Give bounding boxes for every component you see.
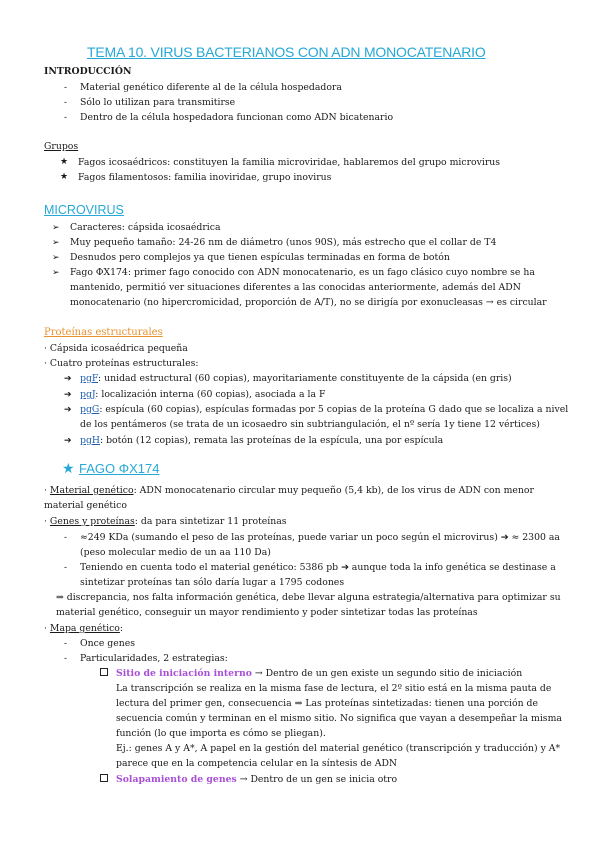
proteinas-heading: Proteínas estructurales bbox=[44, 327, 163, 338]
genes-item: Teniendo en cuenta todo el material genético: 5386 pb ➔ aunque toda la info genética se destinase a bbox=[80, 562, 556, 573]
intro-item: Sólo lo utilizan para transmitirse bbox=[80, 97, 236, 108]
conclusion-line: material genético, conseguir un mayor rendimiento y poder sintetizar todas las proteínas bbox=[56, 607, 478, 618]
material-text: : ADN monocatenario circular muy pequeño (5,4 kb), de los virus de ADN con menor bbox=[133, 485, 534, 496]
protein-item-g bbox=[80, 404, 568, 416]
mapa-item: Particularidades, 2 estrategias: bbox=[80, 653, 228, 664]
sitio-label: Sitio de iniciación interno bbox=[116, 668, 252, 679]
mapa-line: · Mapa genético: bbox=[44, 623, 124, 634]
protein-desc: : localización interna (60 copias), asociada a la F bbox=[95, 389, 326, 400]
dash-bullet: - bbox=[64, 654, 68, 664]
fago-description-line: mantenido, permitió ver situaciones diferentes a las conocidas anteriormente, además del ADN bbox=[70, 282, 521, 293]
intro-item: Dentro de la célula hospedadora funcionan como ADN bicatenario bbox=[80, 112, 394, 123]
genes-item: ≈249 KDa (sumando el peso de las proteínas, puede variar un poco según el microvirus) ➔ ≈ 2300 aa bbox=[80, 532, 560, 543]
star-icon: ★ bbox=[62, 461, 80, 477]
protein-code: pgJ bbox=[80, 389, 96, 400]
protein-item-f bbox=[80, 373, 512, 385]
fago-description-line: Fago ΦX174: primer fago conocido con ADN monocatenario, es un fago clásico cuyo nombre se ha bbox=[70, 267, 535, 278]
microvirus-heading: MICROVIRUS bbox=[44, 203, 124, 217]
mapa-label: Mapa genético bbox=[49, 623, 120, 634]
dash-bullet: - bbox=[64, 533, 68, 543]
arrowhead-bullet-icon: ➢ bbox=[52, 238, 60, 248]
protein-code: pgH bbox=[80, 435, 101, 446]
protein-item-h bbox=[80, 435, 443, 447]
grupos-item: Fagos icosaédricos: constituyen la familia microviridae, hablaremos del grupo microvirus bbox=[78, 157, 501, 168]
sitio-detail: La transcripción se realiza en la misma fase de lectura, el 2º sitio está en la misma pauta de bbox=[116, 683, 552, 694]
protein-code: pgF bbox=[80, 373, 99, 384]
protein-item-g-cont: de los pentámeros (se trata de un icosaedro sin subtriangulación, el nº sería 1y tiene 12 vértices) bbox=[80, 419, 540, 430]
genes-item-cont: sintetizar proteínas tan sólo daría lugar a 1795 codones bbox=[80, 577, 345, 588]
sitio-detail: lectura del primer gen, consecuencia ⇒ Las proteínas sintetizadas: tienen una porción de bbox=[116, 698, 538, 709]
material-line: · Material genético: ADN monocatenario circular muy pequeño (5,4 kb), de los virus de ADN con menor bbox=[44, 485, 534, 496]
dash-bullet: - bbox=[64, 113, 68, 123]
intro-item: Material genético diferente al de la célula hospedadora bbox=[80, 82, 342, 93]
solap-text: → Dentro de un gen se inicia otro bbox=[236, 774, 398, 785]
dash-bullet: - bbox=[64, 83, 68, 93]
protein-item-j bbox=[80, 389, 325, 401]
microvirus-item: Muy pequeño tamaño: 24-26 nm de diámetro (unos 90S), más estrecho que el collar de T4 bbox=[70, 237, 497, 248]
solap-label: Solapamiento de genes bbox=[116, 774, 237, 785]
protein-code: pgG bbox=[80, 404, 100, 415]
protein-desc: : botón (12 copias), remata las proteínas de la espícula, una por espícula bbox=[100, 435, 444, 446]
arrowhead-bullet-icon: ➢ bbox=[52, 268, 60, 278]
material-cont: material genético bbox=[44, 500, 127, 511]
sitio-detail: parece que en la competencia celular en la síntesis de ADN bbox=[116, 758, 398, 769]
sitio-line bbox=[116, 668, 522, 680]
genes-line: · Genes y proteínas: da para sintetizar 11 proteínas bbox=[44, 516, 287, 527]
grupos-heading: Grupos bbox=[44, 141, 79, 152]
microvirus-item: Caracteres: cápsida icosaédrica bbox=[70, 222, 221, 233]
intro-heading: INTRODUCCIÓN bbox=[44, 66, 132, 77]
fago-description-line: monocatenario (no hipercromicidad, proporción de A/T), no se dirigía por exonucleasas → es circular bbox=[70, 297, 547, 308]
mapa-item: Once genes bbox=[80, 638, 135, 649]
sitio-detail: Ej.: genes A y A*, A papel en la gestión del material genético (transcripción y traducción) y A* bbox=[116, 743, 561, 754]
sitio-detail: función (lo que importa es cómo se pliegan). bbox=[116, 728, 326, 739]
protein-desc: : espícula (60 copias), espículas formadas por 5 copias de la proteína G dado que se localiza a nivel bbox=[99, 404, 569, 415]
grupos-item: Fagos filamentosos: familia inoviridae, grupo inovirus bbox=[78, 172, 332, 183]
microvirus-item: Desnudos pero complejos ya que tienen espículas terminadas en forma de botón bbox=[70, 252, 450, 263]
arrow-bullet-icon: ➔ bbox=[64, 436, 72, 446]
document-title: TEMA 10. VIRUS BACTERIANOS CON ADN MONOCATENARIO bbox=[87, 44, 486, 60]
genes-item-cont: (peso molecular medio de un aa 110 Da) bbox=[80, 547, 271, 558]
star-bullet-icon: ★ bbox=[60, 157, 69, 167]
arrow-bullet-icon: ➔ bbox=[64, 374, 72, 384]
arrowhead-bullet-icon: ➢ bbox=[52, 253, 60, 263]
dash-bullet: - bbox=[64, 98, 68, 108]
checkbox-bullet-icon bbox=[100, 668, 108, 680]
material-label: Material genético bbox=[49, 485, 134, 496]
arrowhead-bullet-icon: ➢ bbox=[52, 223, 60, 233]
checkbox-bullet-icon bbox=[100, 774, 108, 786]
genes-text: : da para sintetizar 11 proteínas bbox=[134, 516, 287, 527]
dash-bullet: - bbox=[64, 639, 68, 649]
fago-heading bbox=[62, 461, 159, 477]
arrow-bullet-icon: ➔ bbox=[64, 390, 72, 400]
dash-bullet: - bbox=[64, 563, 68, 573]
arrow-bullet-icon: ➔ bbox=[64, 405, 72, 415]
star-bullet-icon: ★ bbox=[60, 172, 69, 182]
protein-desc: : unidad estructural (60 copias), mayoritariamente constituyente de la cápsida (en gris) bbox=[98, 373, 512, 384]
conclusion-line: ⇒ discrepancia, nos falta información genética, debe llevar alguna estrategia/alternativa para optimizar su bbox=[56, 592, 561, 603]
proteinas-line: · Cápsida icosaédrica pequeña bbox=[44, 343, 188, 354]
solap-line bbox=[116, 774, 397, 786]
sitio-text: → Dentro de un gen existe un segundo sitio de iniciación bbox=[251, 668, 523, 679]
proteinas-line: · Cuatro proteínas estructurales: bbox=[44, 358, 199, 369]
genes-label: Genes y proteínas bbox=[49, 516, 135, 527]
fago-heading-text: FAGO ΦX174 bbox=[79, 461, 160, 476]
sitio-detail: secuencia común y terminan en el mismo sitio. No significa que vayan a desempeñar la misma bbox=[116, 713, 562, 724]
